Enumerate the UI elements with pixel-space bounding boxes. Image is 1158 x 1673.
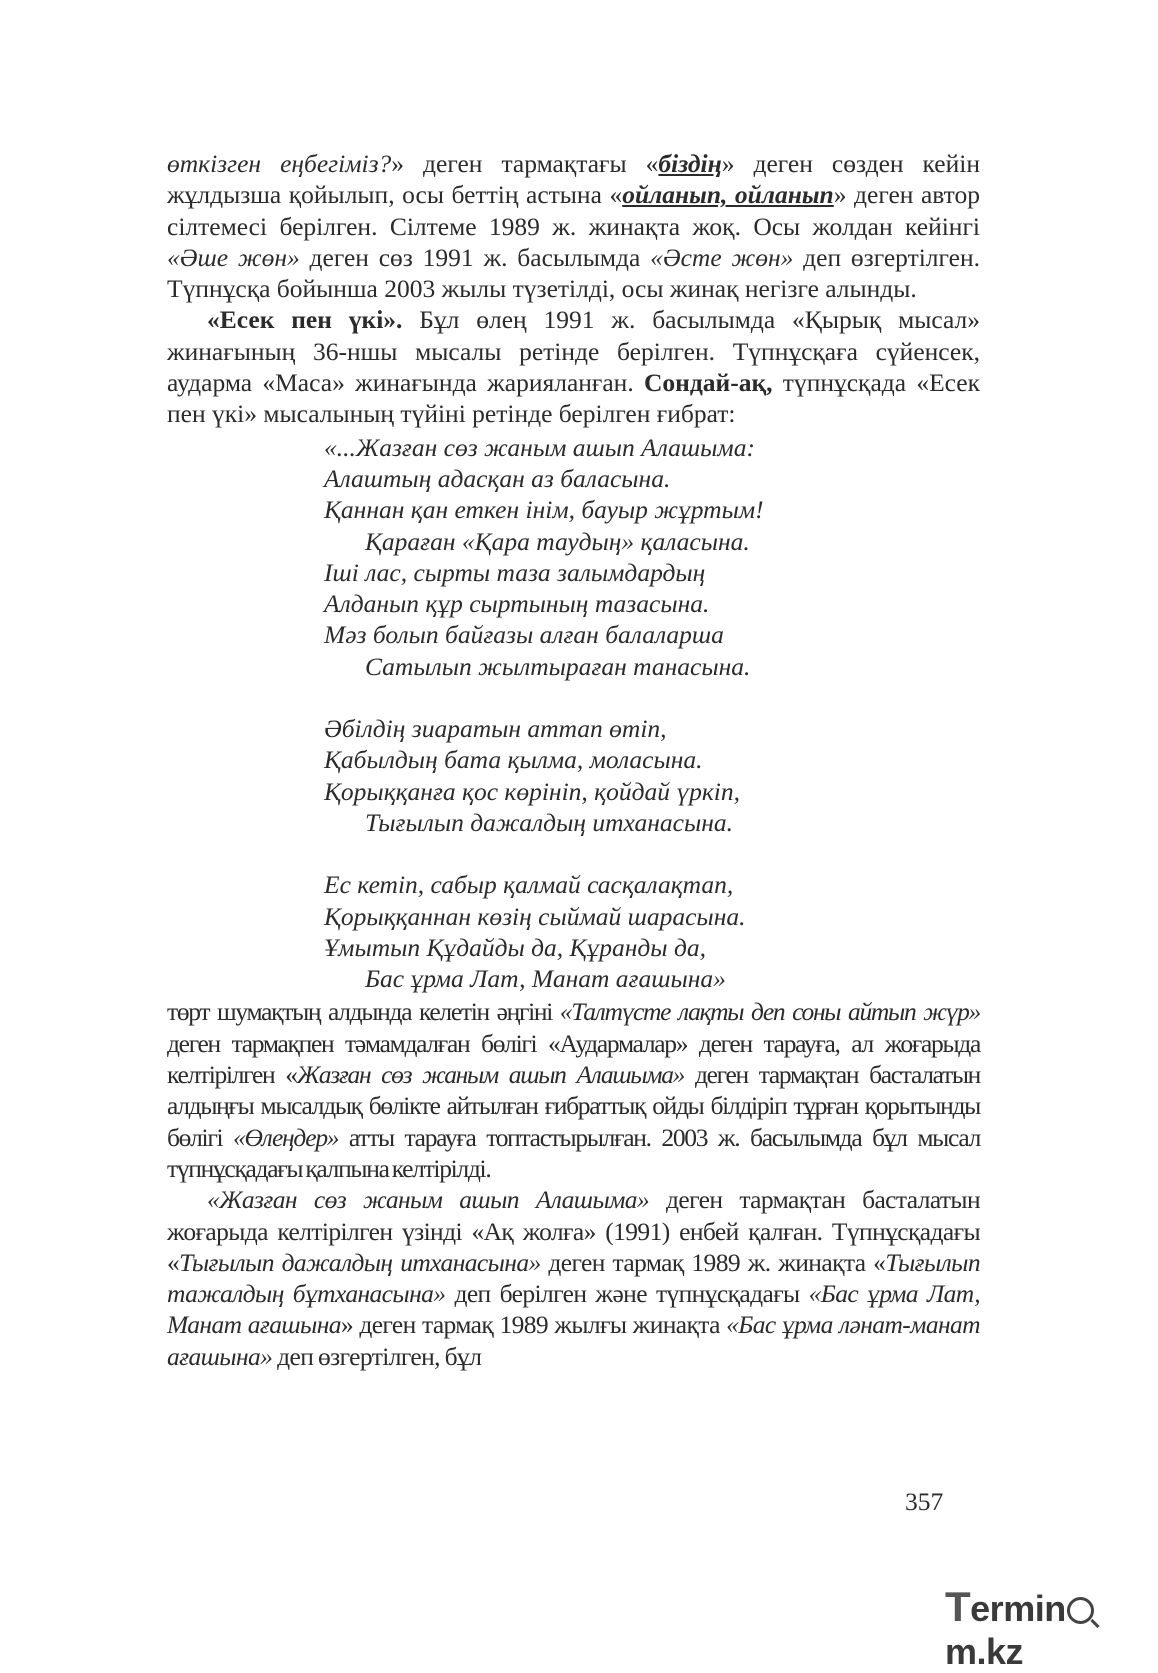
italic-phrase: «Талтүсте лақты деп соны айтып жүр» [559,997,980,1027]
italic-phrase: «Әше жөн» [167,242,300,272]
poem-line: Қараған «Қара таудың» қаласына. [365,526,750,556]
poem-line: Алаштың адасқан аз баласына. [324,463,671,493]
paragraph-1 [167,148,980,304]
italic-phrase: Тығылып тажалдың бұтханасына» [167,1247,980,1309]
italic-phrase: «Өлеңдер» [233,1122,339,1152]
terminkom-watermark-logo [945,1583,1158,1673]
poem-line: Алданып құр сыртының тазасына. [324,589,710,619]
poem-line: Бас ұрма Лат, Манат ағашына» [365,964,726,994]
italic-phrase: «Бас ұрма Лат, Манат ағашына [167,1279,980,1340]
text-run: деген тармақ 1989 ж. жинақта « [540,1247,886,1277]
text-run: » деген тармақтағы « [391,149,659,178]
poem-line: Сатылып жылтыраған танасына. [365,651,751,681]
text-run: деген сөз 1991 ж. басылымда [299,242,651,272]
text-run: деп берілген және түпнұсқадағы [445,1279,809,1309]
watermark-text: m.kz [945,1631,1024,1672]
emphasized-phrase: ойланып, ойланып [622,180,834,210]
watermark-text: ermin [970,1588,1066,1629]
italic-phrase: «Әсте жөн» [650,242,794,272]
page-number: 357 [905,1487,944,1516]
poem-line: Қорыққаннан көзің сыймай шарасына. [324,901,746,931]
text-run: » деген сөзден кейін жұлдызша қойылып, осы беттің астына « [167,149,980,210]
poem-line: Мәз болып байғазы алған балаларша [324,620,724,650]
text-run: » деген автор сілтемесі берілген. Сілтеме 1989 ж. жинақта жоқ. Осы жолдан кейінгі [167,180,980,241]
text-run: деген тармақпен тәмамдалған бөлігі «Аудармалар» деген тарауға, ал жоғарыда келтірілген « [167,1028,980,1090]
poem-line: Қабылдың бата қылма, моласына. [324,745,703,775]
italic-phrase: Жазған сөз жаным ашып Алашыма» [296,1060,685,1090]
poem-line: Қорыққанға қос көрініп, қойдай үркіп, [324,776,740,806]
stanza-gap [324,838,980,869]
text-run: атты тарауға топтастырылған. 2003 ж. басылымда бұл мысал түпнұсқадағы қалпына келтірілді. [167,1122,981,1183]
poem-quote [324,432,980,995]
paragraph-2 [167,304,980,429]
emphasized-word: біздің [658,149,722,178]
magnifier-icon [1067,1597,1094,1624]
paragraph-3 [167,996,980,1184]
italic-phrase: Тығылып дажалдың итханасына» [179,1247,541,1277]
poem-line: «...Жазған сөз жаным ашып Алашыма: [324,432,755,462]
bold-phrase: Сондай-ақ, [644,368,773,398]
text-run: Бұл өлең 1991 ж. басылымда «Қырық мысал» жинағының 36-ншы мысалы ретінде берілген. Түпнұсқаға сүйенсек, аударма «Маса» жинағында жарияланған. [167,305,980,398]
poem-line: Ес кетіп, сабыр қалмай сасқалақтап, [324,870,734,900]
paragraph-4 [167,1184,980,1372]
italic-phrase: «Бас ұрма ләнат-манат ағашына» [167,1310,980,1371]
text-run: төрт шумақтың алдында келетін әңгіні [167,997,560,1027]
bold-heading: «Есек пен үкі». [207,305,403,335]
text-run: деген тармақтан басталатын жоғарыда келтірілген үзінді «Ақ жолға» (1991) енбей қалған. Түпнұсқадағы « [167,1185,981,1277]
poem-line: Әбілдің зиаратын аттап өтіп, [324,714,667,744]
poem-line: Іші лас, сырты таза залымдардың [324,557,706,587]
text-run: » деген тармақ 1989 жылғы жинақта [340,1310,727,1340]
italic-phrase: өткізген еңбегіміз? [167,149,392,178]
page-body [167,148,980,1372]
poem-line: Ұмытып Құдайды да, Құранды да, [324,932,706,962]
text-run: деп өзгертілген. Түпнұсқа бойынша 2003 жылы түзетілді, осы жинақ негізге алынды. [167,242,980,304]
text-run: түпнұсқада «Есек пен үкі» мысалының түйіні ретінде берілген ғибрат: [167,368,981,429]
text-run: деген тармақтан басталатын алдыңғы мысалдық бөлікте айтылған ғибраттық ойды білдіріп тұрған қорытынды бөлігі [167,1060,981,1152]
italic-phrase: «Жазған сөз жаным ашып Алашыма» [207,1185,650,1215]
watermark-letter: T [945,1583,971,1630]
text-run: деп өзгертілген, бұл [272,1341,482,1371]
poem-line: Тығылып дажалдың итханасына. [365,807,734,837]
poem-line: Қаннан қан еткен інім, бауыр жұртым! [324,495,764,525]
stanza-gap [324,682,980,713]
